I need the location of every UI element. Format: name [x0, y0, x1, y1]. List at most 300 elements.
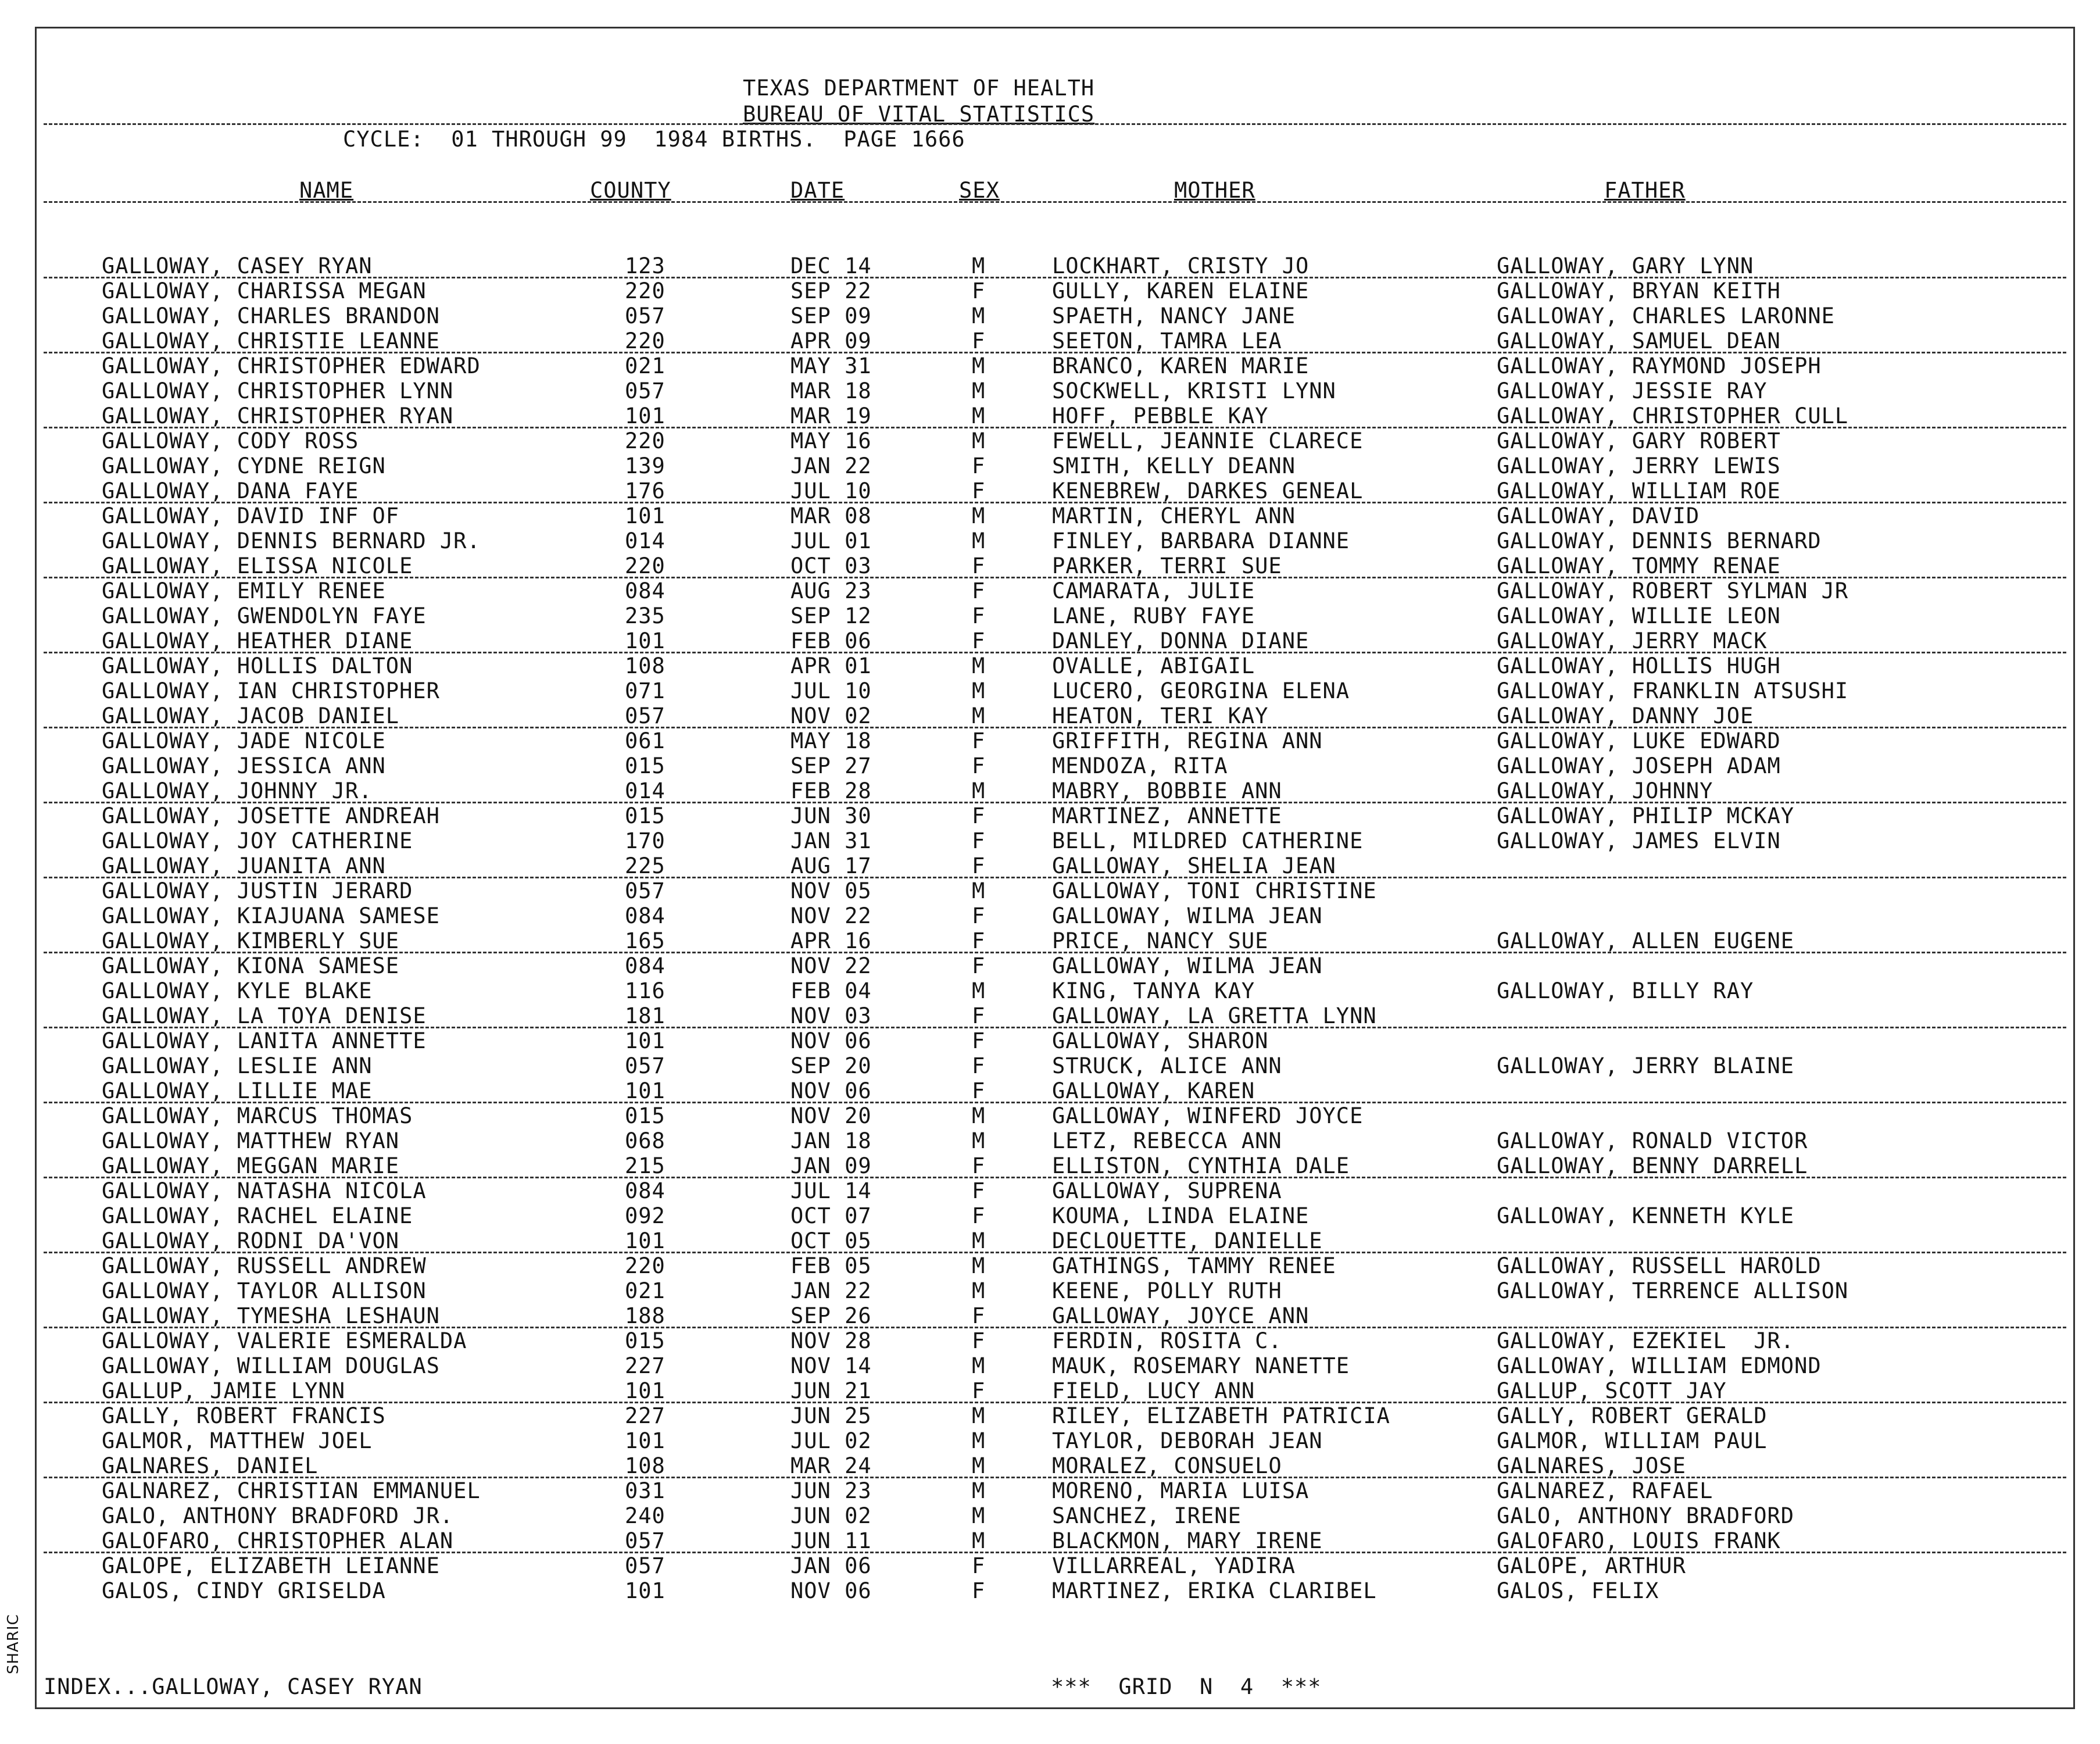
cell-mother: LETZ, REBECCA ANN — [1052, 1128, 1282, 1153]
column-header-date: DATE — [790, 178, 845, 203]
cell-sex: M — [972, 1453, 986, 1478]
cell-sex: F — [972, 1578, 986, 1603]
table-row — [0, 253, 2100, 278]
cell-mother: PARKER, TERRI SUE — [1052, 553, 1282, 578]
cell-father: GALLOWAY, JOHNNY — [1497, 778, 1713, 803]
cell-father: GALNARES, JOSE — [1497, 1453, 1686, 1478]
table-row — [0, 403, 2100, 428]
cell-sex: M — [972, 353, 986, 378]
cell-date: JUN 23 — [790, 1478, 872, 1503]
column-header-name: NAME — [299, 178, 354, 203]
cell-mother: FERDIN, ROSITA C. — [1052, 1328, 1282, 1353]
cycle-line: CYCLE: 01 THROUGH 99 1984 BIRTHS. PAGE 1666 — [343, 127, 965, 152]
table-row — [0, 903, 2100, 928]
table-row — [0, 1228, 2100, 1253]
cell-county: 139 — [625, 453, 666, 478]
cell-date: NOV 14 — [790, 1353, 872, 1378]
cell-sex: F — [972, 1553, 986, 1578]
cell-father: GALOS, FELIX — [1497, 1578, 1659, 1603]
cell-sex: M — [972, 978, 986, 1003]
table-row — [0, 1553, 2100, 1578]
cell-date: SEP 26 — [790, 1303, 872, 1328]
cell-sex: F — [972, 903, 986, 928]
cell-date: JAN 18 — [790, 1128, 872, 1153]
cell-mother: SMITH, KELLY DEANN — [1052, 453, 1296, 478]
cell-county: 188 — [625, 1303, 666, 1328]
cell-mother: FIELD, LUCY ANN — [1052, 1378, 1255, 1403]
cell-father: GALLOWAY, GARY ROBERT — [1497, 428, 1781, 453]
table-row — [0, 278, 2100, 303]
cell-father: GALLOWAY, CHRISTOPHER CULL — [1497, 403, 1849, 428]
table-row — [0, 1078, 2100, 1103]
table-row — [0, 603, 2100, 628]
cell-name: GALLOWAY, CASEY RYAN — [102, 253, 373, 278]
table-row — [0, 678, 2100, 703]
column-header-county: COUNTY — [590, 178, 671, 203]
cell-name: GALLOWAY, JUANITA ANN — [102, 853, 386, 878]
cell-mother: FINLEY, BARBARA DIANNE — [1052, 528, 1350, 553]
cell-mother: HOFF, PEBBLE KAY — [1052, 403, 1269, 428]
cell-county: 240 — [625, 1503, 666, 1528]
cell-name: GALLOWAY, WILLIAM DOUGLAS — [102, 1353, 440, 1378]
cell-county: 015 — [625, 803, 666, 828]
cell-father: GALO, ANTHONY BRADFORD — [1497, 1503, 1795, 1528]
table-row — [0, 1028, 2100, 1053]
cell-sex: M — [972, 378, 986, 403]
cell-sex: F — [972, 1053, 986, 1078]
cell-sex: F — [972, 1378, 986, 1403]
cell-county: 227 — [625, 1403, 666, 1428]
table-row — [0, 1328, 2100, 1353]
cell-name: GALO, ANTHONY BRADFORD JR. — [102, 1503, 454, 1528]
cell-name: GALLOWAY, RACHEL ELAINE — [102, 1203, 413, 1228]
cell-date: MAY 18 — [790, 728, 872, 753]
cell-date: DEC 14 — [790, 253, 872, 278]
cell-name: GALLOWAY, CHRISTIE LEANNE — [102, 328, 440, 353]
cell-sex: F — [972, 803, 986, 828]
cell-father: GALLOWAY, BRYAN KEITH — [1497, 278, 1781, 303]
cell-name: GALLOWAY, JUSTIN JERARD — [102, 878, 413, 903]
cell-sex: F — [972, 1078, 986, 1103]
cell-name: GALLOWAY, JOSETTE ANDREAH — [102, 803, 440, 828]
cell-father: GALLOWAY, RONALD VICTOR — [1497, 1128, 1808, 1153]
cell-sex: F — [972, 1328, 986, 1353]
cell-county: 021 — [625, 353, 666, 378]
cell-name: GALLOWAY, CODY ROSS — [102, 428, 359, 453]
cell-county: 092 — [625, 1203, 666, 1228]
cell-sex: F — [972, 1203, 986, 1228]
cell-date: JUN 21 — [790, 1378, 872, 1403]
cell-sex: F — [972, 728, 986, 753]
cell-name: GALLOWAY, JADE NICOLE — [102, 728, 386, 753]
table-row — [0, 453, 2100, 478]
cell-county: 101 — [625, 503, 666, 528]
table-row — [0, 478, 2100, 503]
cell-father: GALLOWAY, WILLIAM EDMOND — [1497, 1353, 1822, 1378]
table-row — [0, 853, 2100, 878]
cell-sex: F — [972, 1303, 986, 1328]
cell-name: GALLOWAY, CHRISTOPHER RYAN — [102, 403, 454, 428]
cell-date: FEB 06 — [790, 628, 872, 653]
cell-father: GALLUP, SCOTT JAY — [1497, 1378, 1727, 1403]
cell-name: GALLOWAY, LESLIE ANN — [102, 1053, 373, 1078]
cell-sex: M — [972, 1353, 986, 1378]
cell-father: GALLOWAY, JERRY MACK — [1497, 628, 1768, 653]
cell-date: SEP 09 — [790, 303, 872, 328]
cell-name: GALMOR, MATTHEW JOEL — [102, 1428, 373, 1453]
cell-date: NOV 06 — [790, 1078, 872, 1103]
cell-sex: F — [972, 1153, 986, 1178]
cell-mother: TAYLOR, DEBORAH JEAN — [1052, 1428, 1323, 1453]
cell-county: 014 — [625, 528, 666, 553]
cell-county: 101 — [625, 1028, 666, 1053]
cell-mother: SANCHEZ, IRENE — [1052, 1503, 1242, 1528]
cell-name: GALOFARO, CHRISTOPHER ALAN — [102, 1528, 454, 1553]
cell-father: GALLOWAY, HOLLIS HUGH — [1497, 653, 1781, 678]
cell-mother: KOUMA, LINDA ELAINE — [1052, 1203, 1310, 1228]
cell-date: OCT 03 — [790, 553, 872, 578]
cell-county: 225 — [625, 853, 666, 878]
cell-county: 215 — [625, 1153, 666, 1178]
cell-date: MAR 24 — [790, 1453, 872, 1478]
cell-date: FEB 28 — [790, 778, 872, 803]
table-row — [0, 528, 2100, 553]
cell-sex: M — [972, 703, 986, 728]
cell-county: 057 — [625, 703, 666, 728]
cell-father: GALLOWAY, TOMMY RENAE — [1497, 553, 1781, 578]
cell-father: GALLOWAY, WILLIE LEON — [1497, 603, 1781, 628]
cell-mother: VILLARREAL, YADIRA — [1052, 1553, 1296, 1578]
cell-sex: M — [972, 528, 986, 553]
cell-name: GALLY, ROBERT FRANCIS — [102, 1403, 386, 1428]
table-row — [0, 428, 2100, 453]
cell-county: 021 — [625, 1278, 666, 1303]
cell-county: 220 — [625, 1253, 666, 1278]
cell-county: 220 — [625, 278, 666, 303]
cell-sex: F — [972, 278, 986, 303]
cell-date: NOV 22 — [790, 953, 872, 978]
cell-county: 101 — [625, 1578, 666, 1603]
cell-county: 084 — [625, 1178, 666, 1203]
cell-name: GALLUP, JAMIE LYNN — [102, 1378, 345, 1403]
table-row — [0, 753, 2100, 778]
table-row — [0, 1053, 2100, 1078]
cell-name: GALOS, CINDY GRISELDA — [102, 1578, 386, 1603]
grid-label: *** GRID N 4 *** — [1051, 1674, 1322, 1699]
cell-sex: M — [972, 428, 986, 453]
cell-mother: HEATON, TERI KAY — [1052, 703, 1269, 728]
cell-county: 101 — [625, 1078, 666, 1103]
cell-name: GALLOWAY, CHRISTOPHER LYNN — [102, 378, 454, 403]
cell-sex: M — [972, 1403, 986, 1428]
cell-mother: STRUCK, ALICE ANN — [1052, 1053, 1282, 1078]
cell-date: JUN 30 — [790, 803, 872, 828]
cell-sex: M — [972, 503, 986, 528]
cell-date: NOV 28 — [790, 1328, 872, 1353]
cell-mother: GALLOWAY, WILMA JEAN — [1052, 953, 1323, 978]
cell-mother: CAMARATA, JULIE — [1052, 578, 1255, 603]
cell-name: GALLOWAY, EMILY RENEE — [102, 578, 386, 603]
table-row — [0, 928, 2100, 953]
cell-father: GALLOWAY, KENNETH KYLE — [1497, 1203, 1795, 1228]
cell-name: GALNAREZ, CHRISTIAN EMMANUEL — [102, 1478, 481, 1503]
cell-name: GALLOWAY, KIONA SAMESE — [102, 953, 400, 978]
cell-mother: MABRY, BOBBIE ANN — [1052, 778, 1282, 803]
cell-date: NOV 05 — [790, 878, 872, 903]
cell-name: GALLOWAY, KIMBERLY SUE — [102, 928, 400, 953]
cell-county: 071 — [625, 678, 666, 703]
cell-mother: MORALEZ, CONSUELO — [1052, 1453, 1282, 1478]
table-row — [0, 1128, 2100, 1153]
table-row — [0, 628, 2100, 653]
cell-sex: M — [972, 678, 986, 703]
table-row — [0, 728, 2100, 753]
cell-father: GALLOWAY, DANNY JOE — [1497, 703, 1754, 728]
cell-county: 170 — [625, 828, 666, 853]
cell-county: 015 — [625, 1103, 666, 1128]
cell-name: GALLOWAY, JOY CATHERINE — [102, 828, 413, 853]
cell-sex: F — [972, 603, 986, 628]
header-subtitle: BUREAU OF VITAL STATISTICS — [743, 102, 1095, 127]
cell-name: GALLOWAY, HOLLIS DALTON — [102, 653, 413, 678]
cell-county: 031 — [625, 1478, 666, 1503]
cell-county: 101 — [625, 1428, 666, 1453]
index-line: INDEX...GALLOWAY, CASEY RYAN — [44, 1674, 423, 1699]
cell-name: GALLOWAY, HEATHER DIANE — [102, 628, 413, 653]
cell-father: GALLOWAY, BILLY RAY — [1497, 978, 1754, 1003]
cell-sex: F — [972, 928, 986, 953]
cell-county: 015 — [625, 1328, 666, 1353]
table-row — [0, 1353, 2100, 1378]
cell-name: GALOPE, ELIZABETH LEIANNE — [102, 1553, 440, 1578]
table-row — [0, 978, 2100, 1003]
table-row — [0, 778, 2100, 803]
cell-mother: KENEBREW, DARKES GENEAL — [1052, 478, 1364, 503]
cell-date: JAN 31 — [790, 828, 872, 853]
table-row — [0, 1453, 2100, 1478]
cell-date: MAR 08 — [790, 503, 872, 528]
cell-mother: SOCKWELL, KRISTI LYNN — [1052, 378, 1336, 403]
cell-county: 165 — [625, 928, 666, 953]
table-row — [0, 828, 2100, 853]
cell-date: JAN 06 — [790, 1553, 872, 1578]
cell-county: 061 — [625, 728, 666, 753]
cell-name: GALLOWAY, TAYLOR ALLISON — [102, 1278, 427, 1303]
cell-date: JUN 11 — [790, 1528, 872, 1553]
column-header-father: FATHER — [1604, 178, 1686, 203]
cell-date: APR 01 — [790, 653, 872, 678]
cell-county: 057 — [625, 1553, 666, 1578]
cell-mother: KEENE, POLLY RUTH — [1052, 1278, 1282, 1303]
divider — [44, 123, 2066, 125]
table-row — [0, 1528, 2100, 1553]
cell-date: FEB 05 — [790, 1253, 872, 1278]
cell-date: NOV 06 — [790, 1028, 872, 1053]
cell-sex: M — [972, 1228, 986, 1253]
side-label: SHARIC — [5, 1614, 22, 1674]
cell-county: 108 — [625, 1453, 666, 1478]
cell-date: NOV 06 — [790, 1578, 872, 1603]
cell-father: GALLOWAY, JAMES ELVIN — [1497, 828, 1781, 853]
cell-date: SEP 22 — [790, 278, 872, 303]
cell-date: SEP 27 — [790, 753, 872, 778]
cell-county: 220 — [625, 328, 666, 353]
cell-mother: MENDOZA, RITA — [1052, 753, 1228, 778]
cell-mother: LUCERO, GEORGINA ELENA — [1052, 678, 1350, 703]
cell-mother: BRANCO, KAREN MARIE — [1052, 353, 1310, 378]
cell-father: GALLOWAY, BENNY DARRELL — [1497, 1153, 1808, 1178]
cell-father: GALLOWAY, TERRENCE ALLISON — [1497, 1278, 1849, 1303]
cell-name: GALLOWAY, TYMESHA LESHAUN — [102, 1303, 440, 1328]
cell-date: JUL 10 — [790, 478, 872, 503]
cell-county: 123 — [625, 253, 666, 278]
table-row — [0, 1103, 2100, 1128]
cell-sex: M — [972, 1478, 986, 1503]
cell-father: GALMOR, WILLIAM PAUL — [1497, 1428, 1768, 1453]
cell-mother: LANE, RUBY FAYE — [1052, 603, 1255, 628]
cell-date: FEB 04 — [790, 978, 872, 1003]
cell-date: APR 09 — [790, 328, 872, 353]
cell-name: GALLOWAY, LA TOYA DENISE — [102, 1003, 427, 1028]
cell-date: MAR 19 — [790, 403, 872, 428]
cell-mother: KING, TANYA KAY — [1052, 978, 1255, 1003]
cell-sex: M — [972, 1278, 986, 1303]
cell-sex: M — [972, 1503, 986, 1528]
cell-mother: GALLOWAY, JOYCE ANN — [1052, 1303, 1310, 1328]
cell-sex: F — [972, 753, 986, 778]
table-row — [0, 1253, 2100, 1278]
cell-date: AUG 23 — [790, 578, 872, 603]
cell-mother: GALLOWAY, TONI CHRISTINE — [1052, 878, 1377, 903]
cell-father: GALLOWAY, CHARLES LARONNE — [1497, 303, 1835, 328]
cell-mother: GALLOWAY, WINFERD JOYCE — [1052, 1103, 1364, 1128]
cell-father: GALLOWAY, RUSSELL HAROLD — [1497, 1253, 1822, 1278]
cell-sex: F — [972, 578, 986, 603]
cell-name: GALLOWAY, CYDNE REIGN — [102, 453, 386, 478]
cell-name: GALLOWAY, KIAJUANA SAMESE — [102, 903, 440, 928]
cell-sex: M — [972, 303, 986, 328]
cell-sex: M — [972, 653, 986, 678]
cell-father: GALLOWAY, DENNIS BERNARD — [1497, 528, 1822, 553]
cell-name: GALLOWAY, JACOB DANIEL — [102, 703, 400, 728]
cell-father: GALLY, ROBERT GERALD — [1497, 1403, 1768, 1428]
cell-sex: F — [972, 328, 986, 353]
table-row — [0, 878, 2100, 903]
cell-father: GALLOWAY, RAYMOND JOSEPH — [1497, 353, 1822, 378]
cell-name: GALLOWAY, IAN CHRISTOPHER — [102, 678, 440, 703]
cell-date: SEP 12 — [790, 603, 872, 628]
cell-name: GALLOWAY, CHRISTOPHER EDWARD — [102, 353, 481, 378]
cell-date: JUL 01 — [790, 528, 872, 553]
header-title: TEXAS DEPARTMENT OF HEALTH — [743, 76, 1095, 101]
cell-father: GALLOWAY, ALLEN EUGENE — [1497, 928, 1795, 953]
cell-father: GALLOWAY, PHILIP MCKAY — [1497, 803, 1795, 828]
cell-sex: F — [972, 1178, 986, 1203]
cell-mother: GATHINGS, TAMMY RENEE — [1052, 1253, 1336, 1278]
cell-mother: GRIFFITH, REGINA ANN — [1052, 728, 1323, 753]
cell-county: 235 — [625, 603, 666, 628]
cell-father: GALLOWAY, FRANKLIN ATSUSHI — [1497, 678, 1849, 703]
cell-name: GALNARES, DANIEL — [102, 1453, 319, 1478]
cell-mother: BLACKMON, MARY IRENE — [1052, 1528, 1323, 1553]
cell-father: GALLOWAY, JERRY BLAINE — [1497, 1053, 1795, 1078]
cell-father: GALLOWAY, JERRY LEWIS — [1497, 453, 1781, 478]
cell-county: 084 — [625, 903, 666, 928]
cell-county: 057 — [625, 1053, 666, 1078]
cell-date: MAR 18 — [790, 378, 872, 403]
cell-date: JUL 10 — [790, 678, 872, 703]
cell-date: NOV 03 — [790, 1003, 872, 1028]
cell-father: GALLOWAY, EZEKIEL JR. — [1497, 1328, 1795, 1353]
table-row — [0, 1303, 2100, 1328]
cell-mother: GALLOWAY, WILMA JEAN — [1052, 903, 1323, 928]
cell-father: GALOFARO, LOUIS FRANK — [1497, 1528, 1781, 1553]
cell-date: JAN 09 — [790, 1153, 872, 1178]
table-row — [0, 653, 2100, 678]
table-row — [0, 1478, 2100, 1503]
cell-father: GALLOWAY, GARY LYNN — [1497, 253, 1754, 278]
cell-date: JAN 22 — [790, 1278, 872, 1303]
table-row — [0, 1503, 2100, 1528]
cell-father: GALOPE, ARTHUR — [1497, 1553, 1686, 1578]
cell-mother: GULLY, KAREN ELAINE — [1052, 278, 1310, 303]
cell-county: 101 — [625, 403, 666, 428]
cell-county: 116 — [625, 978, 666, 1003]
cell-name: GALLOWAY, MEGGAN MARIE — [102, 1153, 400, 1178]
cell-sex: M — [972, 1528, 986, 1553]
cell-mother: GALLOWAY, SUPRENA — [1052, 1178, 1282, 1203]
cell-name: GALLOWAY, JESSICA ANN — [102, 753, 386, 778]
cell-father: GALLOWAY, DAVID — [1497, 503, 1700, 528]
cell-date: APR 16 — [790, 928, 872, 953]
table-row — [0, 578, 2100, 603]
cell-name: GALLOWAY, LILLIE MAE — [102, 1078, 373, 1103]
cell-county: 057 — [625, 1528, 666, 1553]
cell-county: 176 — [625, 478, 666, 503]
cell-sex: M — [972, 1103, 986, 1128]
cell-sex: M — [972, 1128, 986, 1153]
cell-sex: F — [972, 853, 986, 878]
cell-date: JUN 25 — [790, 1403, 872, 1428]
cell-county: 068 — [625, 1128, 666, 1153]
cell-county: 227 — [625, 1353, 666, 1378]
cell-father: GALLOWAY, LUKE EDWARD — [1497, 728, 1781, 753]
cell-mother: ELLISTON, CYNTHIA DALE — [1052, 1153, 1350, 1178]
table-row — [0, 303, 2100, 328]
cell-county: 108 — [625, 653, 666, 678]
cell-father: GALLOWAY, JOSEPH ADAM — [1497, 753, 1781, 778]
cell-date: NOV 20 — [790, 1103, 872, 1128]
table-row — [0, 1203, 2100, 1228]
cell-sex: M — [972, 878, 986, 903]
cell-name: GALLOWAY, KYLE BLAKE — [102, 978, 373, 1003]
cell-sex: F — [972, 553, 986, 578]
cell-mother: LOCKHART, CRISTY JO — [1052, 253, 1310, 278]
cell-mother: MORENO, MARIA LUISA — [1052, 1478, 1310, 1503]
cell-name: GALLOWAY, MARCUS THOMAS — [102, 1103, 413, 1128]
cell-sex: F — [972, 828, 986, 853]
cell-date: JUN 02 — [790, 1503, 872, 1528]
table-row — [0, 703, 2100, 728]
cell-mother: MARTINEZ, ERIKA CLARIBEL — [1052, 1578, 1377, 1603]
cell-name: GALLOWAY, RODNI DA'VON — [102, 1228, 400, 1253]
cell-mother: GALLOWAY, SHELIA JEAN — [1052, 853, 1336, 878]
cell-county: 015 — [625, 753, 666, 778]
table-row — [0, 503, 2100, 528]
cell-name: GALLOWAY, VALERIE ESMERALDA — [102, 1328, 467, 1353]
cell-mother: SEETON, TAMRA LEA — [1052, 328, 1282, 353]
cell-sex: M — [972, 403, 986, 428]
